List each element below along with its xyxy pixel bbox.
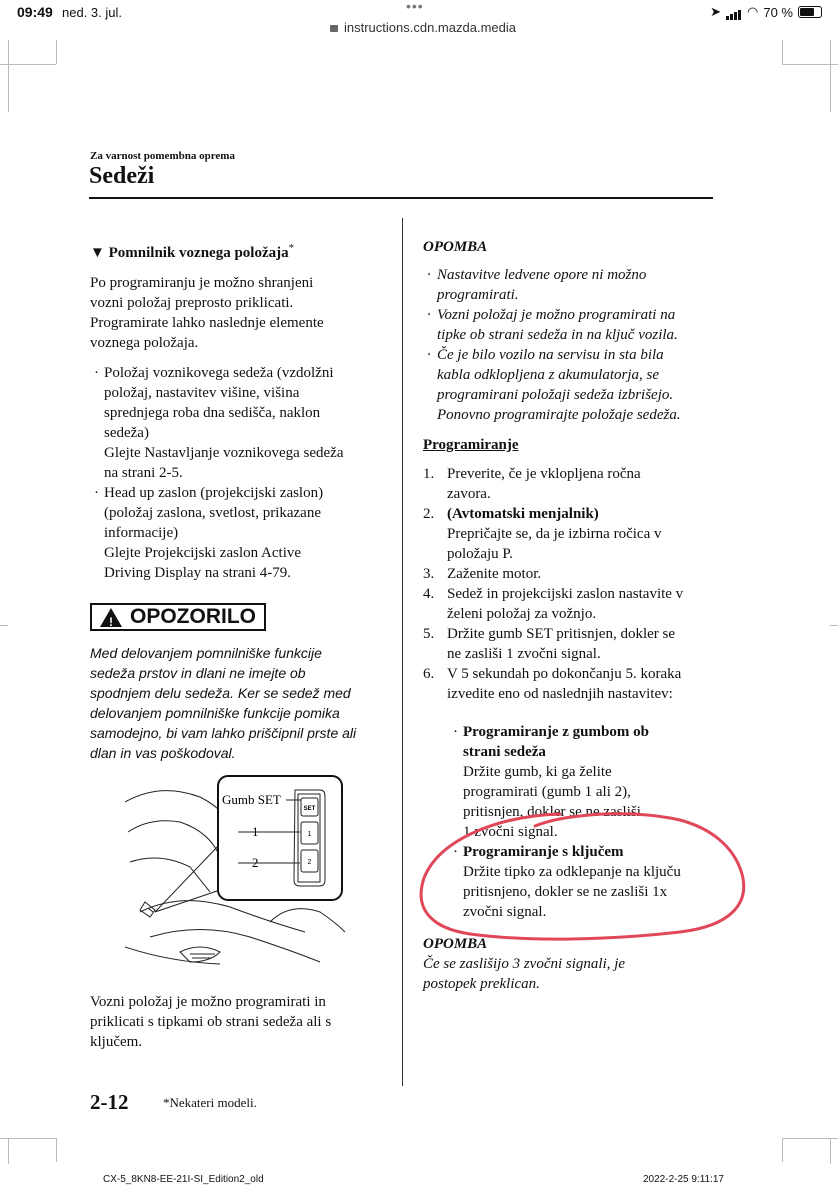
text-line: Glejte Projekcijski zaslon Active [104, 545, 302, 561]
text-line: postopek preklican. [423, 976, 540, 992]
crop-mark [0, 625, 8, 626]
warning-text [90, 643, 390, 763]
step-item [423, 624, 723, 664]
text-line: sedeža) [104, 425, 149, 441]
step-item [423, 584, 723, 624]
page-title: Sedeži [89, 163, 155, 189]
location-icon: ➤ [710, 4, 722, 19]
seat-memory-figure [120, 772, 352, 972]
text-line: izvedite eno od naslednjih nastavitev: [447, 686, 673, 702]
step-item [423, 564, 723, 584]
note-list [423, 265, 723, 425]
step-number: 2. [423, 506, 435, 522]
text-line: položaj, nastavitev višine, višina [104, 385, 300, 401]
text-line: Če se zaslišijo 3 zvočni signali, je [423, 956, 626, 972]
text-line: programirati (gumb 1 ali 2), [463, 784, 631, 800]
programming-heading: Programiranje [423, 437, 519, 453]
text-line: želeni položaj za vožnjo. [447, 606, 597, 622]
tab-dots[interactable]: ••• [406, 0, 424, 14]
text-line: dlan in vas poškodoval. [90, 744, 236, 761]
set-button-label: SET [303, 806, 316, 812]
text-line: Nastavitve ledvene opore ni možno [437, 267, 647, 283]
text-line: položaju P. [447, 546, 513, 562]
text-line: ključem. [90, 1034, 143, 1050]
url-text: instructions.cdn.mazda.media [344, 20, 516, 35]
annotation-circle [410, 808, 755, 954]
figure-label-set: Gumb SET [222, 792, 281, 807]
battery-icon [798, 6, 822, 18]
text-line: priklicati s tipkami ob strani sedeža ali s [90, 1014, 332, 1030]
option-title: Programiranje s ključem [463, 844, 624, 860]
step-number: 6. [423, 666, 435, 682]
bullet-seat-position [90, 363, 390, 483]
text-line: samodejno, bi vam lahko priščipnil prste ali [90, 724, 357, 741]
figure-label-2: 2 [252, 855, 259, 870]
bullet-dot: · [94, 485, 99, 501]
text-line: kabla odklopljena z akumulatorja, se [437, 367, 660, 383]
section-label: Za varnost pomembna oprema [90, 150, 235, 162]
figure-label-1: 1 [252, 824, 259, 839]
crop-mark [56, 1138, 57, 1162]
document-timestamp: 2022-2-25 9:11:17 [643, 1174, 724, 1185]
text-line: Zaženite motor. [447, 566, 542, 582]
bullet-dot: · [427, 347, 431, 363]
url-bar[interactable] [330, 20, 516, 35]
bullet-dot: · [427, 307, 431, 323]
text-line: ne zasliši 1 zvočni signal. [447, 646, 601, 662]
memory-button-2-label: 2 [307, 859, 312, 866]
bullet-head-up-display [90, 483, 390, 583]
text-line: Vozni položaj je možno programirati in [90, 994, 326, 1010]
text-line: 1 zvočni signal. [463, 824, 558, 840]
signal-icon [726, 5, 742, 20]
bullet-dot: · [453, 724, 458, 740]
text-line: na strani 2-5. [104, 465, 183, 481]
header-rule [89, 197, 713, 199]
steps-list [423, 464, 723, 704]
outro-paragraph [90, 992, 390, 1052]
text-line: programirati. [437, 287, 519, 303]
bullet-dot: · [94, 365, 99, 381]
text-line: informacije) [104, 525, 179, 541]
text-line: Med delovanjem pomnilniške funkcije [90, 644, 322, 661]
status-time: 09:49 [17, 4, 53, 20]
memory-button-1-label: 1 [307, 831, 312, 838]
warning-icon: ! [100, 608, 122, 627]
step-item [423, 464, 723, 504]
option-title-line: strani sedeža [463, 744, 546, 760]
text-line: Sedež in projekcijski zaslon nastavite v [447, 586, 684, 602]
text-line: vozni položaj preprosto priklicati. [90, 295, 294, 311]
text-line: Prepričajte se, da je izbirna ročica v [447, 526, 662, 542]
step-item [423, 504, 723, 564]
step-number: 3. [423, 566, 435, 582]
text-line: (položaj zaslona, svetlost, prikazane [104, 505, 322, 521]
note-title-2: OPOMBA [423, 936, 488, 952]
left-column [90, 238, 390, 763]
text-line: sedeža prstov in dlani ne imejte ob [90, 664, 306, 681]
step-number: 1. [423, 466, 435, 482]
crop-mark [8, 1138, 9, 1164]
asterisk: * [288, 242, 295, 254]
step-number: 4. [423, 586, 435, 602]
note-title: OPOMBA [423, 239, 488, 255]
section-heading [90, 238, 390, 263]
step-item [423, 664, 723, 704]
lock-icon [330, 25, 338, 32]
text-line: spodnjem delu sedeža. Ker se sedež med [90, 684, 351, 701]
battery-text: 70 % [763, 4, 793, 20]
heading-text: Pomnilnik voznega položaja [108, 245, 289, 261]
text-line: Vozni položaj je možno programirati na [437, 307, 676, 323]
text-line: pritisnjen, dokler se ne zasliši [463, 804, 641, 820]
page-number: 2-12 [90, 1090, 129, 1114]
crop-mark [830, 40, 831, 112]
crop-mark [8, 40, 9, 112]
text-line: Preverite, če je vklopljena ročna [447, 466, 641, 482]
triangle-down-icon: ▼ [90, 245, 105, 261]
crop-mark [830, 1138, 831, 1164]
crop-mark [56, 40, 57, 64]
text-line: Programirate lahko naslednje elemente [90, 315, 324, 331]
crop-mark [830, 625, 838, 626]
text-line: Driving Display na strani 4-79. [104, 565, 292, 581]
bullet-dot: · [427, 267, 431, 283]
status-icons [710, 4, 822, 20]
note-item [423, 305, 723, 345]
intro-paragraph [90, 273, 390, 353]
option-title-line: Programiranje z gumbom ob [463, 724, 649, 740]
note-item [423, 345, 723, 425]
bullet-dot: · [453, 844, 458, 860]
column-divider [402, 218, 403, 1086]
text-line: Držite gumb, ki ga želite [463, 764, 612, 780]
text-line: programirani položaji sedeža izbrišejo. [437, 387, 674, 403]
text-line: Head up zaslon (projekcijski zaslon) [104, 485, 324, 501]
text-line: zavora. [447, 486, 491, 502]
text-line: sprednjega roba dna sedišča, naklon [104, 405, 321, 421]
text-line: delovanjem pomnilniške funkcije pomika [90, 704, 340, 721]
text-line: pritisnjeno, dokler se ne zasliši 1x [463, 884, 668, 900]
text-line: tipke ob strani sedeža in na ključ vozila. [437, 327, 678, 343]
step-number: 5. [423, 626, 435, 642]
text-line: V 5 sekundah po dokončanju 5. koraka [447, 666, 682, 682]
text-line: Ponovno programirajte položaje sedeža. [437, 407, 681, 423]
text-line: Po programiranju je možno shranjeni [90, 275, 314, 291]
text-line: Držite gumb SET pritisnjen, dokler se [447, 626, 676, 642]
text-line: Držite tipko za odklepanje na ključu [463, 864, 681, 880]
status-date: ned. 3. jul. [62, 5, 122, 20]
text-line: voznega položaja. [90, 335, 199, 351]
text-line: zvočni signal. [463, 904, 547, 920]
text-line: Glejte Nastavljanje voznikovega sedeža [104, 445, 344, 461]
status-bar [0, 0, 838, 40]
step-bold: (Avtomatski menjalnik) [447, 506, 599, 522]
warning-label: OPOZORILO [130, 605, 256, 628]
footnote: *Nekateri modeli. [163, 1095, 257, 1110]
document-id: CX-5_8KN8-EE-21I-SI_Edition2_old [103, 1174, 264, 1185]
text-line: Če je bilo vozilo na servisu in sta bila [437, 347, 664, 363]
note-item [423, 265, 723, 305]
text-line: Položaj voznikovega sedeža (vzdolžni [104, 365, 334, 381]
crop-mark [782, 1138, 783, 1162]
crop-mark [782, 40, 783, 64]
wifi-icon: ◠ [747, 4, 759, 19]
warning-box [90, 603, 266, 631]
